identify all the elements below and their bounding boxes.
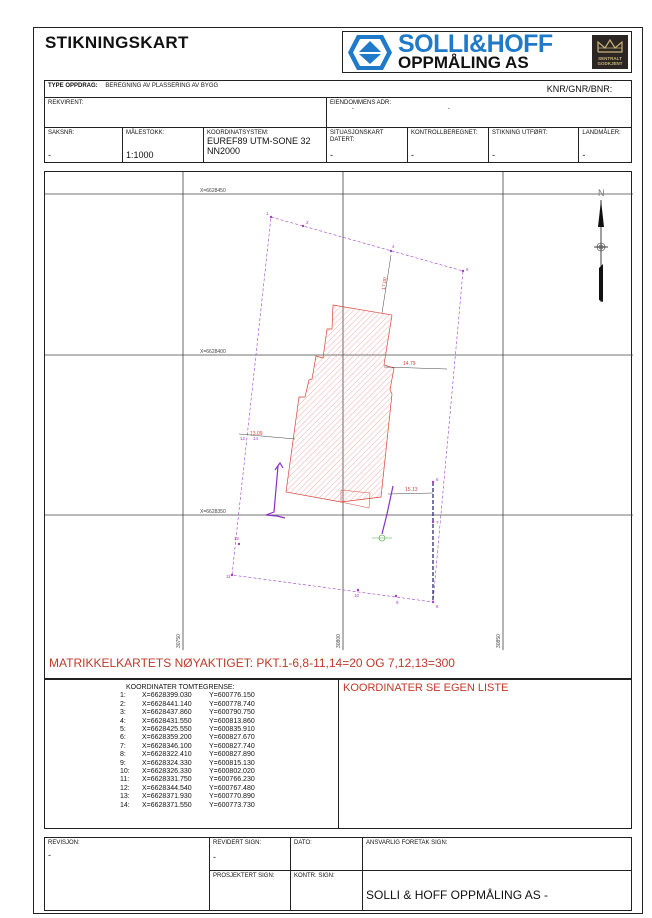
ansvarlig-sign-label: ANSVARLIG FORETAK SIGN: <box>366 840 448 846</box>
saksnr-label: SAKSNR: <box>48 130 75 136</box>
logo-subtitle: OPPMÅLING AS <box>398 53 529 72</box>
coordinate-row: 13: X=6628371.930 Y=600770.890 <box>120 793 255 801</box>
coordinate-row: 7: X=6628346.100 Y=600827.740 <box>120 742 255 750</box>
coordinate-row: 5: X=6628425.550 Y=600835.910 <box>120 726 255 734</box>
svg-text:12: 12 <box>234 536 240 541</box>
revidert-sign-value: - <box>213 852 216 862</box>
svg-text:5: 5 <box>466 267 469 272</box>
svg-text:11: 11 <box>226 574 231 579</box>
building-footprint <box>286 305 394 502</box>
dimension-label-4: 15.13 <box>405 487 418 493</box>
svg-text:12: 12 <box>240 436 246 441</box>
grid-label-y-1: 30750 <box>176 634 182 648</box>
accuracy-note: MATRIKKELKARTETS NØYAKTIGET: PKT.1-6,8-11,14=20 OG 7,12,13=300 <box>49 656 455 670</box>
svg-text:9: 9 <box>396 600 399 605</box>
knr-label: KNR/GNR/BNR: <box>546 84 613 94</box>
site-plan-drawing <box>45 172 633 680</box>
coordinates-list <box>120 684 255 810</box>
grid-label-x-3: X=6628350 <box>200 509 226 515</box>
grid-label-y-2: 30800 <box>336 634 342 648</box>
coordinate-row: 6: X=6628359.200 Y=600827.670 <box>120 734 255 742</box>
coordinate-row: 11: X=6628331.750 Y=600766.230 <box>120 776 255 784</box>
situasjonskart-label: SITUASJONSKART DATERT: <box>330 130 384 143</box>
dato-label: DATO: <box>294 840 312 846</box>
coordinate-row: 10: X=6628326.330 Y=600802.020 <box>120 768 255 776</box>
coordinate-row: 14: X=6628371.550 Y=600773.730 <box>120 801 255 809</box>
page-title: STIKNINGSKART <box>45 33 189 52</box>
dimension-label-3: 13.09 <box>250 431 263 437</box>
svg-text:N: N <box>598 188 605 198</box>
type-oppdrag-value: BEREGNING AV PLASSERING AV BYGG <box>105 83 219 89</box>
grid-label-y-3: 30850 <box>496 634 502 648</box>
dimension-label-2: 14.79 <box>403 361 416 367</box>
coordinate-row: 9: X=6628324.330 Y=600815.130 <box>120 759 255 767</box>
svg-text:7: 7 <box>436 520 439 525</box>
badge-text: SENTRALT GODKJENT <box>597 56 623 66</box>
type-oppdrag-label: TYPE OPPDRAG: <box>48 83 98 89</box>
logo-brand: SOLLI&HOFF <box>398 30 553 58</box>
coordinate-row: 12: X=6628344.540 Y=600767.480 <box>120 784 255 792</box>
situasjonskart-value: - <box>330 150 333 160</box>
coordinate-row: 4: X=6628431.550 Y=600813.860 <box>120 717 255 725</box>
koordinatsystem-value-1: EUREF89 UTM-SONE 32 <box>207 136 311 146</box>
revisjon-label: REVISJON: <box>48 840 80 846</box>
see-list-note: KOORDINATER SE EGEN LISTE <box>343 682 509 694</box>
svg-text:14: 14 <box>253 436 259 441</box>
coordinates-header: KOORDINATER TOMTEGRENSE: <box>126 684 235 691</box>
landmaler-label: LANDMÅLER: <box>582 130 621 136</box>
drain-symbol <box>372 535 392 541</box>
info-table <box>44 80 632 163</box>
grid-label-x-2: X=6628400 <box>200 349 226 355</box>
kontrollberegnet-value: - <box>411 150 414 160</box>
coordinate-row: 8: X=6628322.410 Y=600827.890 <box>120 751 255 759</box>
landmaler-value: - <box>582 150 586 160</box>
prosjektert-sign-label: PROSJEKTERT SIGN: <box>213 873 275 879</box>
kontr-sign-label: KONTR. SIGN: <box>294 873 335 879</box>
company-name: SOLLI & HOFF OPPMÅLING AS - <box>366 887 549 902</box>
svg-text:4: 4 <box>392 244 395 249</box>
malestokk-label: MÅLESTOKK: <box>126 130 165 136</box>
kontrollberegnet-label: KONTROLLBEREGNET: <box>411 130 478 136</box>
svg-text:8: 8 <box>436 604 439 609</box>
signature-table <box>44 837 632 911</box>
svg-text:1: 1 <box>266 211 269 216</box>
certified-badge <box>592 35 628 69</box>
svg-text:6: 6 <box>436 477 439 482</box>
coordinate-row: 2: X=6628441.140 Y=600778.740 <box>120 700 255 708</box>
crown-icon <box>596 38 624 54</box>
revidert-sign-label: REVIDERT SIGN: <box>213 840 262 846</box>
svg-text:10: 10 <box>354 593 360 598</box>
rekvirent-label: REKVIRENT: <box>48 100 84 106</box>
coordinate-row: 1: X=6628399.030 Y=600776.150 <box>120 692 255 700</box>
north-arrow-icon <box>594 188 608 302</box>
logo-s-mark-icon <box>347 34 393 71</box>
stikning-value: - <box>492 150 495 160</box>
svg-text:2: 2 <box>306 220 309 225</box>
stikning-label: STIKNING UTFØRT: <box>492 130 548 136</box>
eiendom-value-1: - <box>352 106 354 112</box>
grid-label-x-1: X=6628450 <box>200 188 226 194</box>
company-logo <box>342 31 632 73</box>
dimension-label-1: 17.00 <box>381 277 389 291</box>
coordinates-see-list-panel <box>338 679 632 829</box>
eiendom-label: EIENDOMMENS ADR: <box>330 100 392 106</box>
saksnr-value: - <box>48 150 51 160</box>
site-map <box>44 171 632 679</box>
boundary-coordinates-panel <box>44 679 339 829</box>
koordinatsystem-value-2: NN2000 <box>207 146 241 156</box>
malestokk-value: 1:1000 <box>126 150 154 160</box>
revisjon-value: - <box>48 850 51 860</box>
eiendom-value-2: - <box>448 106 450 112</box>
koordinatsystem-label: KOORDINATSYSTEM: <box>207 130 269 136</box>
coordinate-row: 3: X=6628437.860 Y=600790.750 <box>120 709 255 717</box>
